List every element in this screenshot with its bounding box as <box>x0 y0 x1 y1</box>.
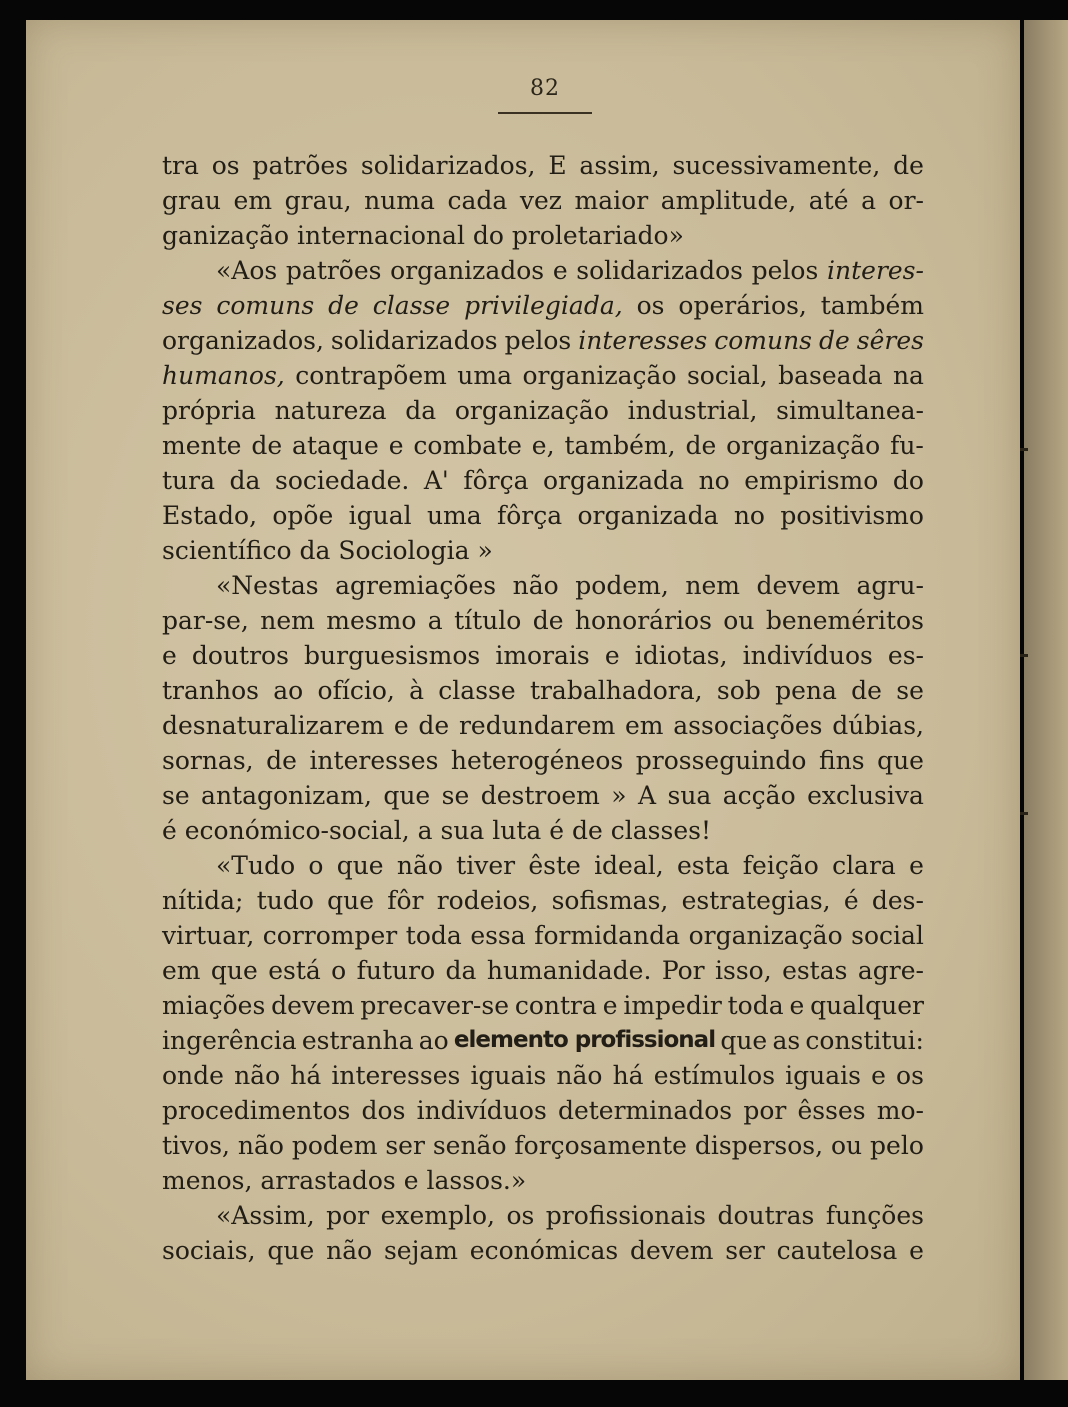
text-line: onde não há interesses iguais não há estímulos iguais e os <box>162 1061 924 1090</box>
text-line: «Assim, por exemplo, os profissionais doutras funções <box>216 1201 924 1230</box>
text-line: própria natureza da organização industrial, simultanea- <box>162 396 924 425</box>
text-line: menos, arrastados e lassos.» <box>162 1166 527 1195</box>
text-line: sociais, que não sejam económicas devem ser cautelosa e <box>162 1236 924 1265</box>
text-line: virtuar, corromper toda essa formidanda organização social <box>162 921 924 950</box>
page-edge-mark <box>1020 812 1028 815</box>
text-line: tranhos ao ofício, à classe trabalhadora, sob pena de se <box>162 676 924 705</box>
facing-page-edge <box>1024 20 1068 1380</box>
text-line: em que está o futuro da humanidade. Por isso, estas agre- <box>162 956 924 985</box>
body-text <box>162 148 924 1268</box>
text-line: se antagonizam, que se destroem » A sua acção exclusiva <box>162 781 924 810</box>
text-line: ganização internacional do proletariado» <box>162 221 684 250</box>
text-line: ses comuns de classe privilegiada, os operários, também <box>162 291 924 320</box>
text-line: é económico-social, a sua luta é de classes! <box>162 816 712 845</box>
text-line: tura da sociedade. A' fôrça organizada no empirismo do <box>162 466 924 495</box>
page-number: 82 <box>530 76 560 101</box>
text-line: mente de ataque e combate e, também, de organização fu- <box>162 431 924 460</box>
text-line: «Nestas agremiações não podem, nem devem agru- <box>216 571 924 600</box>
text-line: ingerência estranha ao elemento profissional que as constitui: <box>162 1026 924 1055</box>
text-line: miações devem precaver-se contra e impedir toda e qualquer <box>162 991 924 1020</box>
header-rule <box>498 112 592 114</box>
text-line: tivos, não podem ser senão forçosamente dispersos, ou pelo <box>162 1131 924 1160</box>
text-line: par-se, nem mesmo a título de honorários ou beneméritos <box>162 606 924 635</box>
text-line: Estado, opõe igual uma fôrça organizada no positivismo <box>162 501 924 530</box>
text-line: desnaturalizarem e de redundarem em associações dúbias, <box>162 711 924 740</box>
text-line: e doutros burguesismos imorais e idiotas, indivíduos es- <box>162 641 924 670</box>
text-line: «Aos patrões organizados e solidarizados pelos interes- <box>216 256 924 285</box>
page-edge-mark <box>1020 654 1028 657</box>
text-line: tra os patrões solidarizados, E assim, sucessivamente, de <box>162 151 924 180</box>
page-edge-mark <box>1020 448 1028 451</box>
text-line: nítida; tudo que fôr rodeios, sofismas, estrategias, é des- <box>162 886 924 915</box>
text-line: sornas, de interesses heterogéneos prosseguindo fins que <box>162 746 924 775</box>
text-line: scientífico da Sociologia » <box>162 536 493 565</box>
text-line: humanos, contrapõem uma organização social, baseada na <box>162 361 924 390</box>
text-line: organizados, solidarizados pelos interesses comuns de sêres <box>162 326 924 355</box>
text-line: grau em grau, numa cada vez maior amplitude, até a or- <box>162 186 924 215</box>
text-line: procedimentos dos indivíduos determinados por êsses mo- <box>162 1096 924 1125</box>
text-line: «Tudo o que não tiver êste ideal, esta feição clara e <box>216 851 924 880</box>
